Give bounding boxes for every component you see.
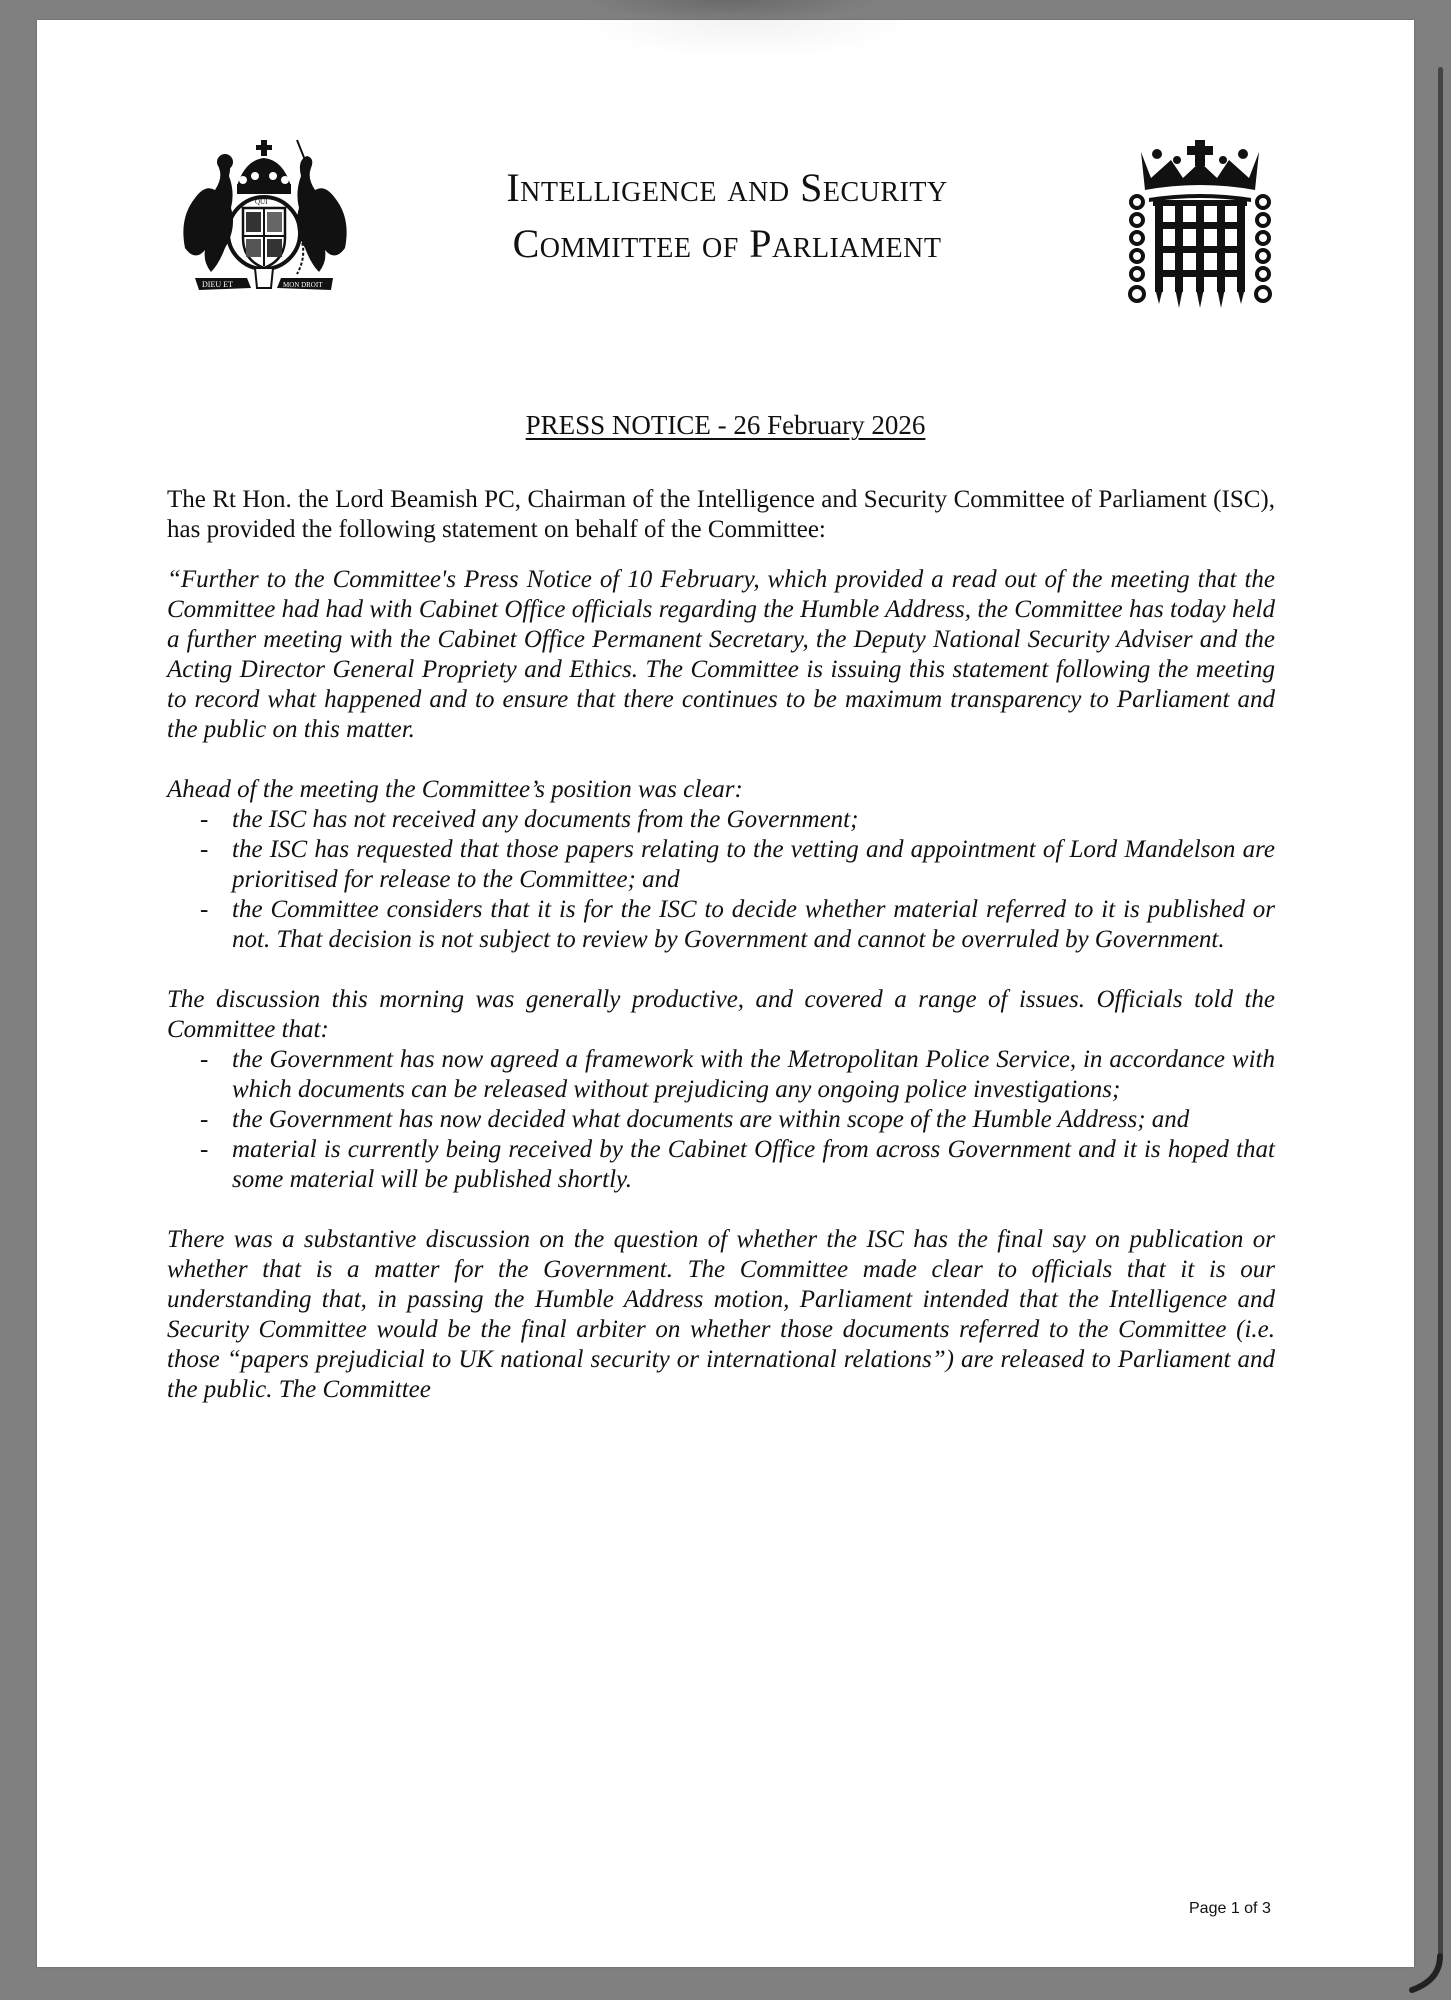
vertical-scrollbar[interactable] [1438, 67, 1443, 1957]
motto-right: MON DROIT [283, 281, 323, 289]
statement-paragraph-3-lead: The discussion this morning was generally productive, and covered a range of issues. Officials told the Committee that: [167, 986, 1275, 1043]
bullet-dash: - [200, 1046, 209, 1073]
list-item [167, 805, 1275, 835]
intro-paragraph: The Rt Hon. the Lord Beamish PC, Chairman of the Intelligence and Security Committee of Parliament (ISC), has provided the following statement on behalf of the Committee: [167, 486, 1275, 543]
bullet-dash: - [200, 836, 209, 863]
list-item [167, 895, 1275, 955]
press-notice-date: PRESS NOTICE - 26 February 2026 [525, 410, 926, 440]
title-line-2: Committee of Parliament [512, 221, 942, 266]
list-item [167, 1045, 1275, 1105]
list-item [167, 1135, 1275, 1195]
statement-paragraph-1: “Further to the Committee's Press Notice of 10 February, which provided a read out of the meeting that the Committee had had with Cabinet Office officials regarding the Humble Address, the Committee has today held a further meeting with the Cabinet Office Permanent Secretary, the Deputy National Security Adviser and the Acting Director General Propriety and Ethics. The Committee is issuing this statement following the meeting to record what happened and to ensure that there continues to be maximum transparency to Parliament and the public on this matter. [167, 566, 1275, 743]
page-number: Page 1 of 3 [1189, 1900, 1271, 1917]
list-item-text: the Government has now decided what documents are within scope of the Humble Address; and [232, 1106, 1190, 1133]
list-item-text: the ISC has not received any documents from the Government; [232, 806, 859, 833]
statement-paragraph-2-lead: Ahead of the meeting the Committee’s position was clear: [167, 776, 743, 803]
bullet-dash: - [200, 1106, 209, 1133]
list-item [167, 835, 1275, 895]
title-line-1: Intelligence and Security [506, 165, 948, 210]
document-body [167, 485, 1275, 1405]
list-item-text: material is currently being received by the Cabinet Office from across Government and it is hoped that some material will be published shortly. [232, 1136, 1275, 1193]
list-item-text: the ISC has requested that those papers relating to the vetting and appointment of Lord Mandelson are prioritised for release to the Committee; and [232, 836, 1275, 893]
organisation-title [357, 160, 1097, 272]
officials-statements-list [167, 1045, 1275, 1195]
page-shadow [577, 20, 917, 60]
committee-position-list [167, 805, 1275, 955]
list-item-text: the Government has now agreed a framework with the Metropolitan Police Service, in accordance with which documents can be released without prejudicing any ongoing police investigations; [232, 1046, 1275, 1103]
list-item-text: the Committee considers that it is for the ISC to decide whether material referred to it is published or not. That decision is not subject to review by Government and cannot be overruled by Government. [232, 896, 1275, 953]
press-notice-heading [37, 410, 1414, 441]
statement-paragraph-4: There was a substantive discussion on the question of whether the ISC has the final say on publication or whether that is a matter for the Government. The Committee made clear to officials that it is our understanding that, in passing the Humble Address motion, Parliament intended that the Intelligence and Security Committee would be the final arbiter on whether those documents referred to the Committee (i.e. those “papers prejudicial to UK national security or international relations”) are released to Parliament and the public. The Committee [167, 1226, 1275, 1403]
page-curl-icon [1400, 1950, 1448, 1998]
royal-coat-of-arms-icon [175, 138, 355, 303]
motto-left: DIEU ET [202, 280, 233, 289]
svg-text:QUI: QUI [255, 198, 268, 206]
portcullis-icon [1127, 138, 1273, 310]
list-item [167, 1105, 1275, 1135]
bullet-dash: - [200, 806, 209, 833]
bullet-dash: - [200, 1136, 209, 1163]
bullet-dash: - [200, 896, 209, 923]
toolbar-shadow [580, 0, 880, 22]
document-page [37, 20, 1414, 1967]
